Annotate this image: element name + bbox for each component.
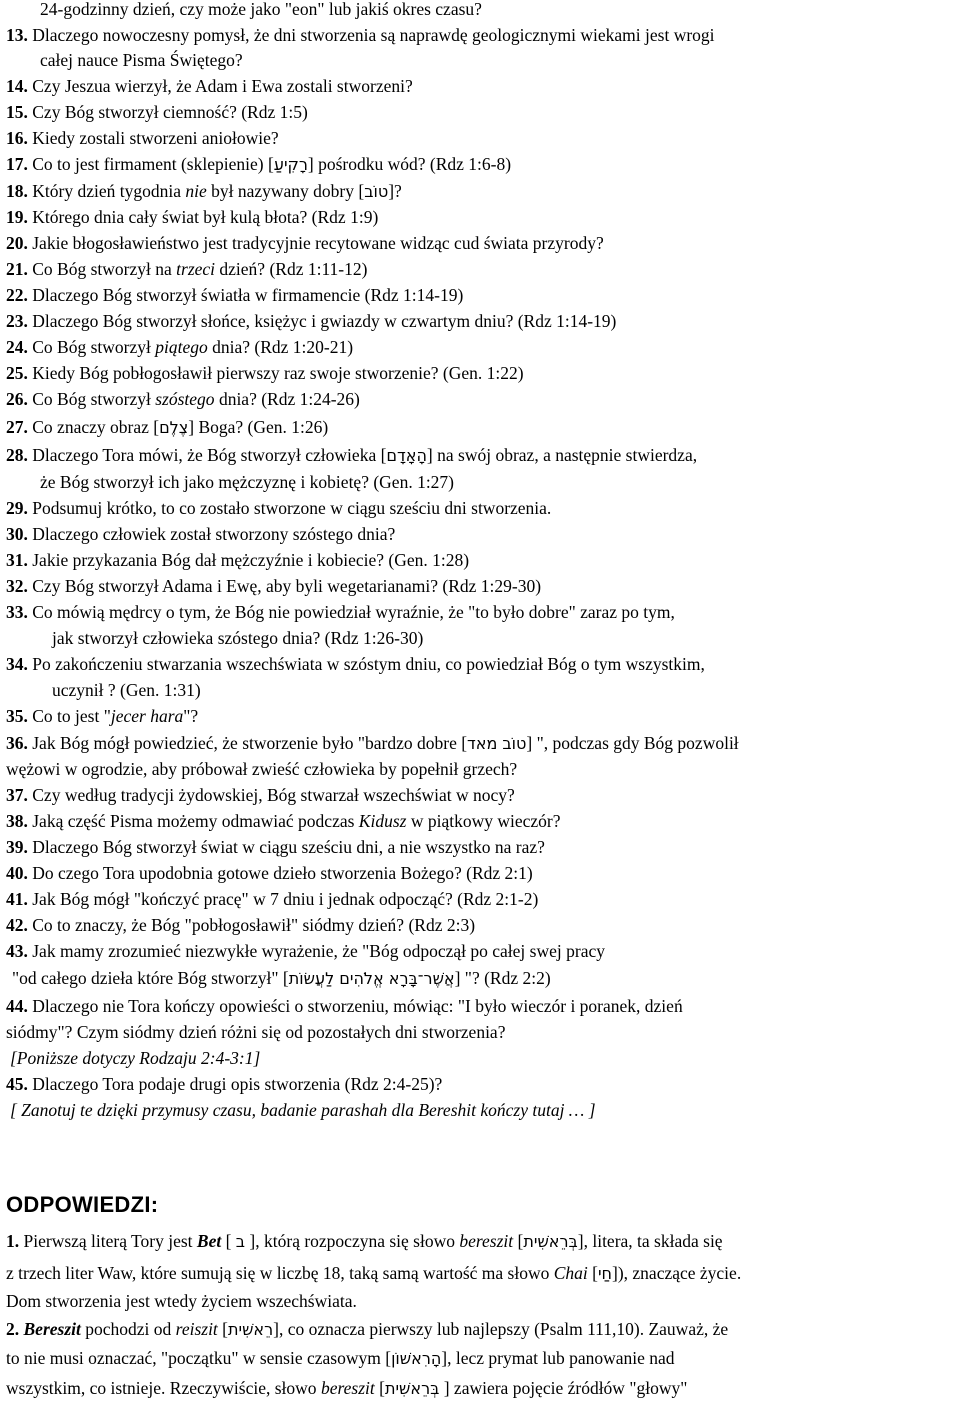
question-29: 29. Podsumuj krótko, to co zostało stworzone w ciągu sześciu dni stworzenia. xyxy=(6,498,552,518)
answer-line: Dom stworzenia jest wtedy życiem wszechświata. xyxy=(6,1291,357,1311)
answers-heading: ODPOWIEDZI: xyxy=(6,1192,159,1217)
question-45: 45. Dlaczego Tora podaje drugi opis stworzenia (Rdz 2:4-25)? xyxy=(6,1074,443,1094)
question-24: 24. Co Bóg stworzył piątego dnia? (Rdz 1:20-21) xyxy=(6,337,354,357)
question-43: 43. Jak mamy zrozumieć niezwykłe wyrażenie, że "Bóg odpoczął po całej swej pracy xyxy=(6,941,605,961)
question-35: 35. Co to jest "jecer hara"? xyxy=(6,706,199,726)
question-32: 32. Czy Bóg stworzył Adama i Ewę, aby byli wegetarianami? (Rdz 1:29-30) xyxy=(6,576,542,596)
question-31: 31. Jakie przykazania Bóg dał mężczyźnie i kobiecie? (Gen. 1:28) xyxy=(6,550,470,570)
answer-line: to nie musi oznaczać, "początku" w sensie czasowym [הָרִאשׁוֹן], lecz prymat lub panowanie nad xyxy=(6,1348,675,1368)
question-line: jak stworzył człowieka szóstego dnia? (Rdz 1:26-30) xyxy=(52,628,424,648)
question-27: 27. Co znaczy obraz [צֶלֶם] Boga? (Gen. 1:26) xyxy=(6,417,329,437)
question-18: 18. Który dzień tygodnia nie był nazywany dobry [טוֹב]? xyxy=(6,181,402,201)
answer-line: z trzech liter Waw, które sumują się w liczbę 18, taką samą wartość ma słowo Chai [חַי]), znaczące życie. xyxy=(6,1263,742,1283)
question-line: 24-godzinny dzień, czy może jako "eon" lub jakiś okres czasu? xyxy=(40,0,482,19)
question-41: 41. Jak Bóg mógł "kończyć pracę" w 7 dniu i jednak odpocząć? (Rdz 2:1-2) xyxy=(6,889,539,909)
question-40: 40. Do czego Tora upodobnia gotowe dzieło stworzenia Bożego? (Rdz 2:1) xyxy=(6,863,533,883)
section-note: [ Zanotuj te dzięki przymusy czasu, badanie parashah dla Bereshit kończy tutaj … ] xyxy=(10,1100,596,1120)
question-16: 16. Kiedy zostali stworzeni aniołowie? xyxy=(6,128,279,148)
question-22: 22. Dlaczego Bóg stworzył światła w firmamencie (Rdz 1:14-19) xyxy=(6,285,464,305)
question-line: "od całego dzieła które Bóg stworzył" [אֲשֶׁר־בָּרָא אֱלֹהִים לַעֲשׂוֹת] "? (Rdz 2:2) xyxy=(12,968,551,988)
question-34: 34. Po zakończeniu stwarzania wszechświata w szóstym dniu, co powiedział Bóg o tym wszystkim, xyxy=(6,654,705,674)
question-23: 23. Dlaczego Bóg stworzył słońce, księżyc i gwiazdy w czwartym dniu? (Rdz 1:14-19) xyxy=(6,311,617,331)
question-37: 37. Czy według tradycji żydowskiej, Bóg stwarzał wszechświat w nocy? xyxy=(6,785,515,805)
question-30: 30. Dlaczego człowiek został stworzony szóstego dnia? xyxy=(6,524,396,544)
question-33: 33. Co mówią mędrcy o tym, że Bóg nie powiedział wyraźnie, że "to było dobre" zaraz po tym, xyxy=(6,602,675,622)
question-21: 21. Co Bóg stworzył na trzeci dzień? (Rdz 1:11-12) xyxy=(6,259,368,279)
answer-2: 2. Bereszit pochodzi od reiszit [רֵאשִׁית], co oznacza pierwszy lub najlepszy (Psalm 111,10). Zauważ, że xyxy=(6,1319,729,1339)
question-14: 14. Czy Jeszua wierzył, że Adam i Ewa zostali stworzeni? xyxy=(6,76,413,96)
question-line: wężowi w ogrodzie, aby próbował zwieść człowieka by popełnił grzech? xyxy=(6,759,518,779)
section-note: [Poniższe dotyczy Rodzaju 2:4-3:1] xyxy=(10,1048,261,1068)
question-26: 26. Co Bóg stworzył szóstego dnia? (Rdz 1:24-26) xyxy=(6,389,360,409)
question-15: 15. Czy Bóg stworzył ciemność? (Rdz 1:5) xyxy=(6,102,308,122)
question-38: 38. Jaką część Pisma możemy odmawiać podczas Kidusz w piątkowy wieczór? xyxy=(6,811,561,831)
question-39: 39. Dlaczego Bóg stworzył świat w ciągu sześciu dni, a nie wszystko na raz? xyxy=(6,837,545,857)
question-42: 42. Co to znaczy, że Bóg "pobłogosławił" siódmy dzień? (Rdz 2:3) xyxy=(6,915,476,935)
question-20: 20. Jakie błogosławieństwo jest tradycyjnie recytowane widząc cud świata przyrody? xyxy=(6,233,604,253)
question-19: 19. Którego dnia cały świat był kulą błota? (Rdz 1:9) xyxy=(6,207,379,227)
answer-line: wszystkim, co istnieje. Rzeczywiście, słowo bereszit [בְּרֵאשִׁית ] zawiera pojęcie źródłów "głowy" xyxy=(6,1378,688,1398)
question-36: 36. Jak Bóg mógł powiedzieć, że stworzenie było "bardzo dobre [טוֹב מאד] ", podczas gdy Bóg pozwolił xyxy=(6,733,739,753)
question-line: siódmy"? Czym siódmy dzień różni się od pozostałych dni stworzenia? xyxy=(6,1022,506,1042)
question-28: 28. Dlaczego Tora mówi, że Bóg stworzył człowieka [הָאָדָם] na swój obraz, a następnie stwierdza, xyxy=(6,445,698,465)
question-line: uczynił ? (Gen. 1:31) xyxy=(52,680,201,700)
question-25: 25. Kiedy Bóg pobłogosławił pierwszy raz swoje stworzenie? (Gen. 1:22) xyxy=(6,363,524,383)
question-line: że Bóg stworzył ich jako mężczyznę i kobietę? (Gen. 1:27) xyxy=(40,472,455,492)
question-line: całej nauce Pisma Świętego? xyxy=(40,50,243,70)
answer-1: 1. Pierwszą literą Tory jest Bet [ ב ], którą rozpoczyna się słowo bereszit [בְּרֵאשִׁית], litera, ta składa się xyxy=(6,1231,723,1251)
question-17: 17. Co to jest firmament (sklepienie) [רָקִיעַ] pośrodku wód? (Rdz 1:6-8) xyxy=(6,154,512,174)
question-44: 44. Dlaczego nie Tora kończy opowieści o stworzeniu, mówiąc: "I było wieczór i poranek, dzień xyxy=(6,996,683,1016)
question-13: 13. Dlaczego nowoczesny pomysł, że dni stworzenia są naprawdę geologicznymi wiekami jest wrogi xyxy=(6,25,715,45)
